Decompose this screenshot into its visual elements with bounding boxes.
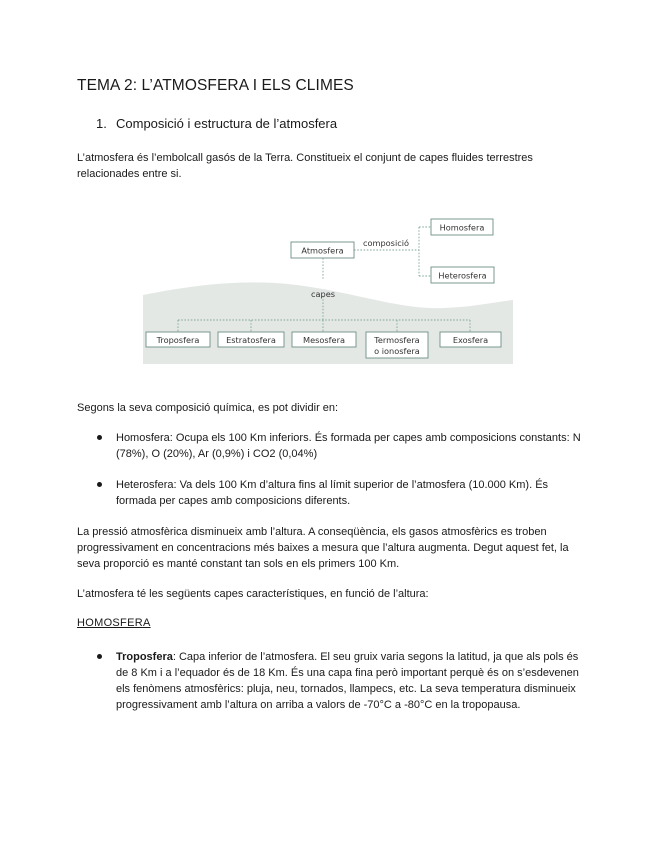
homosfera-heading: HOMOSFERA: [77, 617, 151, 629]
heterosfera-label: Heterosfera: [438, 270, 487, 281]
page-title: TEMA 2: L’ATMOSFERA I ELS CLIMES: [77, 77, 354, 94]
exosfera-label: Exosfera: [452, 335, 489, 345]
troposfera-label: Troposfera: [156, 335, 200, 345]
composition-intro: Segons la seva composició química, es pot dividir en:: [77, 402, 339, 414]
list-item-text: [97, 649, 582, 713]
list-item-heterosfera: [97, 477, 582, 509]
list-item-homosfera: [97, 430, 582, 462]
termosfera-label: Termosfera: [374, 335, 420, 345]
atmosfera-label: Atmosfera: [301, 245, 344, 256]
layers-intro: L’atmosfera té les següents capes característiques, en funció de l’altura:: [77, 588, 429, 600]
list-item-troposfera: [97, 649, 582, 713]
atmosphere-diagram-svg: [143, 212, 513, 364]
pressure-paragraph: La pressió atmosfèrica disminueix amb l’altura. A conseqüència, els gasos atmosfèrics es troben progressivament en concentracions més baixes a mesura que l’altura augmenta. Degut aquest fet, la seva proporció es manté constant tan sols en els primers 100 Km.: [77, 526, 569, 570]
section-heading: [96, 116, 337, 131]
intro-paragraph: L’atmosfera és l’embolcall gasós de la Terra. Constitueix el conjunt de capes fluides terrestres relacionades entre si.: [77, 152, 533, 180]
troposfera-term: Troposfera: [116, 651, 173, 663]
bullet-icon: [97, 435, 102, 440]
homosfera-label: Homosfera: [439, 222, 485, 233]
section-number: 1.: [96, 116, 107, 131]
bullet-icon: [97, 482, 102, 487]
section-title: Composició i estructura de l’atmosfera: [116, 116, 338, 131]
composicio-label: composició: [362, 238, 410, 248]
list-item-text: Heterosfera: Va dels 100 Km d’altura fins al límit superior de l’atmosfera (10.000 Km). És formada per capes amb composicions diferents.: [116, 479, 549, 507]
bullet-icon: [97, 654, 102, 659]
atmosphere-diagram: [143, 212, 513, 364]
mesosfera-label: Mesosfera: [303, 335, 345, 345]
capes-label: capes: [310, 289, 336, 299]
troposfera-description: : Capa inferior de l’atmosfera. El seu gruix varia segons la latitud, ja que als pols és de 8 Km i a l’equador és de 18 Km. És una capa fina però important perquè és on s’esdevenen els fenòmens atmosfèrics: pluja, neu, tornados, llampecs, etc. La seva temperatura disminueix progressivament amb l’altura on arriba a valors de -70°C a -80°C en la tropopausa.: [116, 651, 579, 711]
list-item-text: Homosfera: Ocupa els 100 Km inferiors. És formada per capes amb composicions constants: N (78%), O (20%), Ar (0,9%) i CO2 (0,04%): [116, 432, 581, 460]
estratosfera-label: Estratosfera: [226, 335, 276, 345]
ionosfera-label: o ionosfera: [374, 346, 420, 356]
